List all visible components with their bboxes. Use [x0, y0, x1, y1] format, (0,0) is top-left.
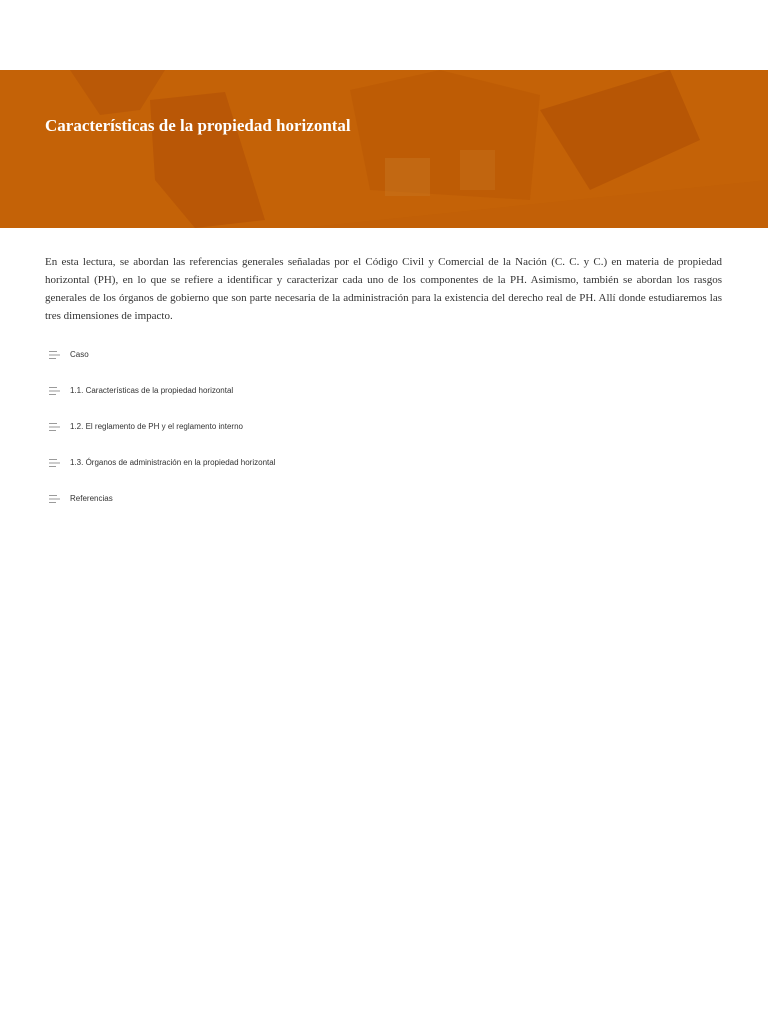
outline-item-label: 1.1. Características de la propiedad horizontal — [70, 386, 234, 395]
outline-item-label: 1.2. El reglamento de PH y el reglamento interno — [70, 422, 243, 431]
outline-item-label: Referencias — [70, 494, 113, 503]
lines-icon — [48, 421, 64, 433]
outline-item-label: 1.3. Órganos de administración en la propiedad horizontal — [70, 458, 276, 467]
lines-icon — [48, 457, 64, 469]
outline-item-caso[interactable] — [45, 345, 722, 365]
outline-item-1-1[interactable] — [45, 381, 722, 401]
intro-paragraph: En esta lectura, se abordan las referencias generales señaladas por el Código Civil y Comercial de la Nación (C. C. y C.) en materia de propiedad horizontal (PH), en lo que se refiere a identificar y caracterizar cada uno de los componentes de la PH. Asimismo, también se abordan los rasgos generales de los órganos de gobierno que son parte necesaria de la administración para la existencia del derecho real de PH. Allí donde estudiaremos las tres dimensiones de impacto. — [45, 256, 722, 322]
outline-item-1-2[interactable] — [45, 417, 722, 437]
page-title: Características de la propiedad horizontal — [45, 116, 351, 135]
lines-icon — [48, 493, 64, 505]
outline-item-referencias[interactable] — [45, 489, 722, 509]
banner-background-illustration — [0, 70, 768, 228]
lesson-hero-banner — [0, 70, 768, 228]
lines-icon — [48, 349, 64, 361]
outline-item-1-3[interactable] — [45, 453, 722, 473]
lines-icon — [48, 385, 64, 397]
lesson-outline — [45, 345, 722, 525]
outline-item-label: Caso — [70, 350, 89, 359]
